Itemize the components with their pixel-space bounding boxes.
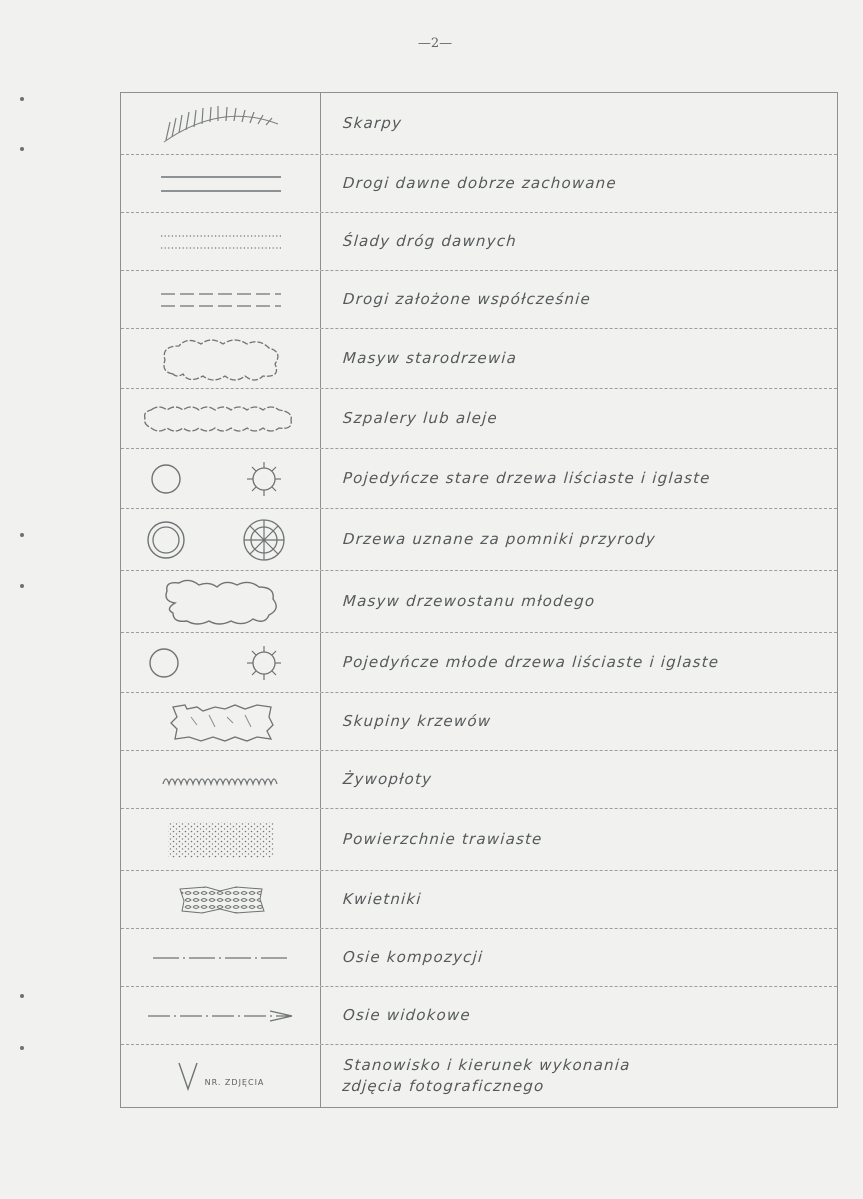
hedge-wave-symbol xyxy=(121,751,321,808)
legend-label: Kwietniki xyxy=(342,890,423,908)
cloud-outline-symbol xyxy=(121,571,321,632)
shrub-group-symbol xyxy=(121,693,321,750)
legend-label: Stanowisko i kierunek wykonania zdjęcia fotograficznego xyxy=(341,1056,632,1095)
legend-label: Pojedyńcze młode drzewa liściaste i iglaste xyxy=(342,653,720,671)
page-number: —2— xyxy=(417,36,453,51)
legend-row xyxy=(121,809,837,871)
legend-label: Drogi założone współcześnie xyxy=(342,290,592,308)
legend-row xyxy=(121,871,837,929)
legend-row xyxy=(121,633,837,693)
double-line-symbol xyxy=(121,155,321,212)
legend-row xyxy=(121,1045,837,1107)
circle-and-star-symbol xyxy=(121,449,321,508)
punch-hole xyxy=(20,147,24,151)
legend-label: Ślady dróg dawnych xyxy=(342,232,518,250)
legend-row xyxy=(121,751,837,809)
legend-row xyxy=(121,155,837,213)
cloud-outline-symbol xyxy=(121,329,321,388)
legend-label: Pojedyńcze stare drzewa liściaste i iglaste xyxy=(342,469,712,487)
legend-row xyxy=(121,571,837,633)
legend-row xyxy=(121,329,837,389)
punch-hole xyxy=(20,584,24,588)
legend-label: Szpalery lub aleje xyxy=(342,409,499,427)
legend-label: Osie widokowe xyxy=(342,1006,472,1024)
v-mark-symbol xyxy=(121,1045,321,1107)
legend-label: Skarpy xyxy=(342,114,403,132)
legend-row xyxy=(121,929,837,987)
punch-hole xyxy=(20,533,24,537)
circle-and-star-symbol xyxy=(121,633,321,692)
legend-label: Drogi dawne dobrze zachowane xyxy=(342,174,618,192)
punch-hole xyxy=(20,1046,24,1050)
legend-row xyxy=(121,509,837,571)
dotted-line-symbol xyxy=(121,213,321,270)
dashed-line-symbol xyxy=(121,271,321,328)
legend-label: Osie kompozycji xyxy=(342,948,484,966)
legend-row xyxy=(121,93,837,155)
legend-table xyxy=(120,92,838,1108)
scalloped-band-symbol xyxy=(121,389,321,448)
legend-row xyxy=(121,693,837,751)
legend-row xyxy=(121,389,837,449)
legend-row xyxy=(121,271,837,329)
punch-hole xyxy=(20,994,24,998)
flowerbed-symbol xyxy=(121,871,321,928)
legend-label: Drzewa uznane za pomniki przyrody xyxy=(342,530,657,548)
legend-label: Masyw drzewostanu młodego xyxy=(342,592,596,610)
legend-label: Powierzchnie trawiaste xyxy=(342,830,544,848)
legend-row xyxy=(121,449,837,509)
arrow-axis-symbol xyxy=(121,987,321,1044)
legend-row xyxy=(121,213,837,271)
stipple-patch-symbol xyxy=(121,809,321,870)
photo-number-caption: NR. ZDJĘCIA xyxy=(204,1077,265,1087)
dash-dot-line-symbol xyxy=(121,929,321,986)
double-circle-symbol xyxy=(121,509,321,570)
legend-row xyxy=(121,987,837,1045)
punch-hole xyxy=(20,97,24,101)
escarpment-symbol xyxy=(121,93,321,154)
legend-label: Skupiny krzewów xyxy=(342,712,492,730)
legend-label: Żywopłoty xyxy=(342,770,433,788)
legend-label: Masyw starodrzewia xyxy=(342,349,518,367)
